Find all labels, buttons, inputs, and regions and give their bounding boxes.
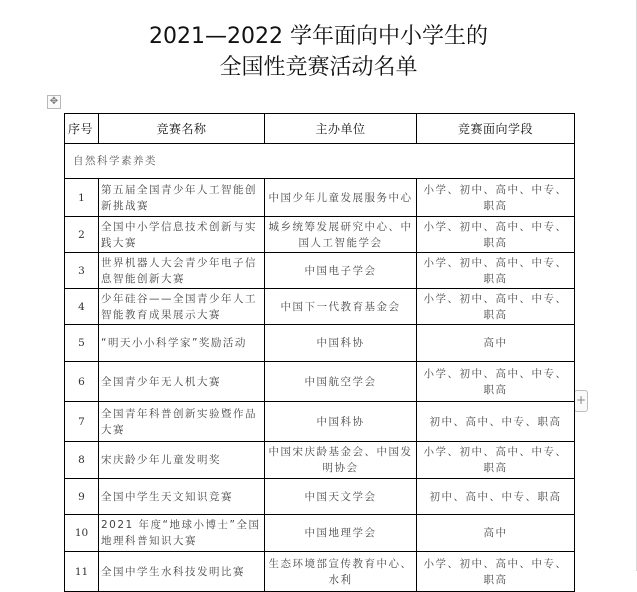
header-name: 竞赛名称 <box>99 114 265 144</box>
cell-org[interactable]: 中国科协 <box>265 402 417 442</box>
cell-org[interactable]: 中国航空学会 <box>265 362 417 402</box>
cell-stage[interactable]: 高中 <box>417 325 575 362</box>
cell-name[interactable]: 全国青年科普创新实验暨作品大赛 <box>99 402 265 442</box>
cell-stage[interactable]: 高中 <box>417 515 575 552</box>
cell-org[interactable]: 中国地理学会 <box>265 515 417 552</box>
category-row <box>65 144 575 179</box>
cell-name[interactable]: 第五届全国青少年人工智能创新挑战赛 <box>99 179 265 217</box>
cell-name[interactable]: 全国中小学信息技术创新与实践大赛 <box>99 217 265 253</box>
cell-stage[interactable]: 小学、初中、高中、中专、职高 <box>417 289 575 325</box>
document-title-line-2: 全国性竞赛活动名单 <box>219 55 418 80</box>
competition-table <box>64 113 575 592</box>
cell-stage[interactable]: 小学、初中、高中、中专、职高 <box>417 362 575 402</box>
cell-org[interactable]: 中国下一代教育基金会 <box>265 289 417 325</box>
cell-num[interactable]: 2 <box>65 217 99 253</box>
cell-org[interactable]: 中国少年儿童发展服务中心 <box>265 179 417 217</box>
cell-org[interactable]: 生态环境部宣传教育中心、水利 <box>265 552 417 592</box>
cell-stage[interactable]: 小学、初中、高中、中专、职高 <box>417 442 575 479</box>
document-title-line-1: 2021—2022 学年面向中小学生的 <box>149 24 488 49</box>
cell-stage[interactable]: 小学、初中、高中、中专、职高 <box>417 179 575 217</box>
cell-num[interactable]: 8 <box>65 442 99 479</box>
cell-org[interactable]: 中国天文学会 <box>265 479 417 515</box>
cell-stage[interactable]: 初中、高中、中专、职高 <box>417 402 575 442</box>
table-row <box>65 179 575 217</box>
cell-name[interactable]: 宋庆龄少年儿童发明奖 <box>99 442 265 479</box>
header-stage: 竞赛面向学段 <box>417 114 575 144</box>
cell-name[interactable]: 2021 年度“地球小博士”全国地理科普知识大赛 <box>99 515 265 552</box>
cell-stage[interactable]: 小学、初中、高中、中专、职高 <box>417 253 575 289</box>
category-label[interactable]: 自然科学素养类 <box>65 144 575 179</box>
table-row <box>65 289 575 325</box>
cell-num[interactable]: 5 <box>65 325 99 362</box>
table-row <box>65 362 575 402</box>
cell-org[interactable]: 中国科协 <box>265 325 417 362</box>
cell-org[interactable]: 中国宋庆龄基金会、中国发明协会 <box>265 442 417 479</box>
header-num: 序号 <box>65 114 99 144</box>
cell-num[interactable]: 4 <box>65 289 99 325</box>
cell-org[interactable]: 城乡统筹发展研究中心、中国人工智能学会 <box>265 217 417 253</box>
table-row <box>65 217 575 253</box>
cell-org[interactable]: 中国电子学会 <box>265 253 417 289</box>
cell-num[interactable]: 3 <box>65 253 99 289</box>
cell-num[interactable]: 1 <box>65 179 99 217</box>
header-org: 主办单位 <box>265 114 417 144</box>
table-row <box>65 515 575 552</box>
cell-name[interactable]: 少年硅谷——全国青少年人工智能教育成果展示大赛 <box>99 289 265 325</box>
cell-name[interactable]: “明天小小科学家”奖励活动 <box>99 325 265 362</box>
cell-num[interactable]: 10 <box>65 515 99 552</box>
cell-name[interactable]: 全国中学生水科技发明比赛 <box>99 552 265 592</box>
table-row <box>65 479 575 515</box>
cell-num[interactable]: 11 <box>65 552 99 592</box>
cell-stage[interactable]: 初中、高中、中专、职高 <box>417 479 575 515</box>
cell-num[interactable]: 6 <box>65 362 99 402</box>
table-header-row <box>65 114 575 144</box>
table-row <box>65 442 575 479</box>
table-move-handle-icon[interactable]: ✥ <box>47 95 61 109</box>
cell-stage[interactable]: 小学、初中、高中、中专、职高 <box>417 552 575 592</box>
cell-name[interactable]: 世界机器人大会青少年电子信息智能创新大赛 <box>99 253 265 289</box>
cell-name[interactable]: 全国中学生天文知识竞赛 <box>99 479 265 515</box>
table-row <box>65 253 575 289</box>
cell-stage[interactable]: 小学、初中、高中、中专、职高 <box>417 217 575 253</box>
cell-num[interactable]: 7 <box>65 402 99 442</box>
table-row <box>65 402 575 442</box>
cell-num[interactable]: 9 <box>65 479 99 515</box>
cell-name[interactable]: 全国青少年无人机大赛 <box>99 362 265 402</box>
table-row <box>65 552 575 592</box>
add-row-button[interactable]: + <box>574 390 588 412</box>
table-row <box>65 325 575 362</box>
